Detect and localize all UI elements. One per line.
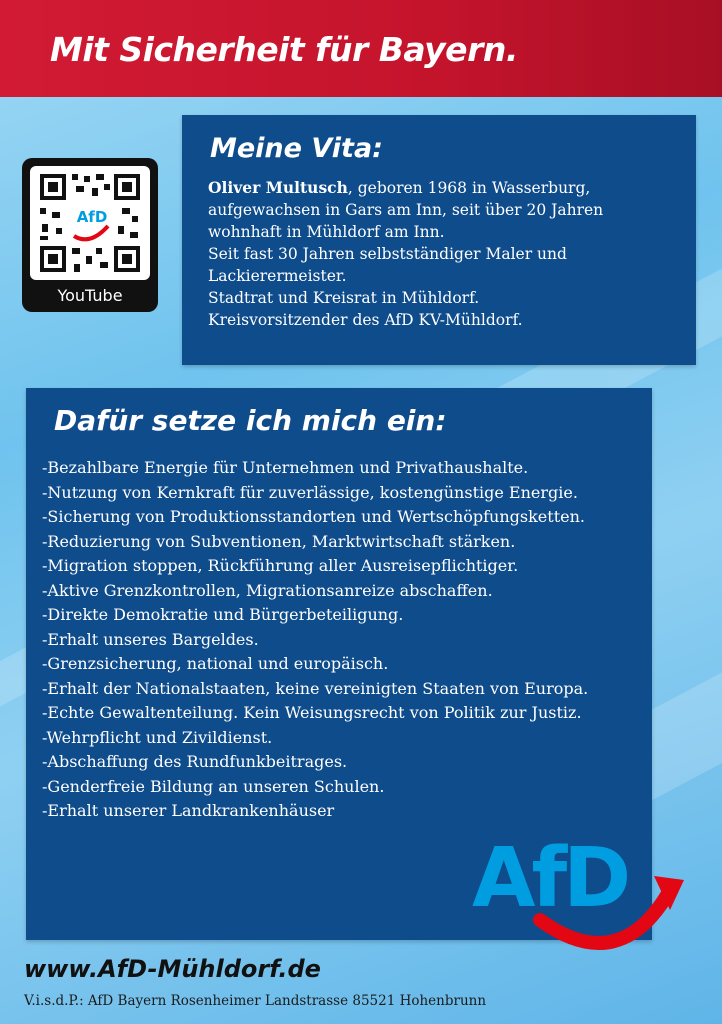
agenda-item: -Direkte Demokratie und Bürgerbeteiligung.: [42, 605, 404, 624]
headline: Mit Sicherheit für Bayern.: [50, 30, 518, 69]
agenda-item: -Aktive Grenzkontrollen, Migrationsanreize abschaffen.: [42, 580, 493, 600]
afd-logo: [470, 828, 686, 958]
website-link[interactable]: www.AfD-Mühldorf.de: [24, 955, 321, 983]
agenda-item: -Erhalt unseres Bargeldes.: [42, 629, 259, 649]
qr-code: [30, 166, 150, 280]
vita-title: Meine Vita:: [210, 133, 383, 164]
agenda-item: -Nutzung von Kernkraft für zuverlässige, kostengünstige Energie.: [42, 482, 578, 502]
vita-line: , geboren 1968 in Wasserburg,: [347, 179, 591, 197]
agenda-item: -Erhalt der Nationalstaaten, keine vereinigten Staaten von Europa.: [42, 678, 589, 698]
svg-text:AfD: AfD: [472, 831, 628, 926]
candidate-name: Oliver Multusch: [208, 178, 348, 197]
vita-line: aufgewachsen in Gars am Inn, seit über 20 Jahren: [208, 201, 604, 219]
agenda-item: -Genderfreie Bildung an unseren Schulen.: [42, 776, 385, 796]
vita-line: Stadtrat und Kreisrat in Mühldorf.: [208, 289, 480, 307]
afd-logo-icon: [470, 828, 686, 958]
agenda-item: -Migration stoppen, Rückführung aller Ausreisepflichtiger.: [42, 556, 519, 575]
vita-line: wohnhaft in Mühldorf am Inn.: [208, 223, 445, 241]
agenda-item: -Abschaffung des Rundfunkbeitrages.: [42, 752, 348, 771]
agenda-item: -Erhalt unserer Landkrankenhäuser: [42, 801, 335, 820]
qr-logo-text: AfD: [76, 208, 108, 226]
vita-panel: [182, 115, 696, 365]
youtube-qr-card[interactable]: [22, 158, 158, 312]
agenda-title: Dafür setze ich mich ein:: [54, 404, 447, 437]
agenda-list: [42, 456, 612, 824]
vita-line: Lackierermeister.: [208, 267, 347, 285]
vita-text: [208, 177, 692, 331]
agenda-item: -Bezahlbare Energie für Unternehmen und Privathaushalte.: [42, 458, 529, 477]
qr-caption: YouTube: [57, 286, 123, 305]
agenda-item: -Grenzsicherung, national und europäisch.: [42, 654, 389, 673]
agenda-item: -Reduzierung von Subventionen, Marktwirtschaft stärken.: [42, 531, 516, 551]
imprint: V.i.s.d.P.: AfD Bayern Rosenheimer Landstrasse 85521 Hohenbrunn: [24, 993, 487, 1009]
agenda-item: -Sicherung von Produktionsstandorten und Wertschöpfungsketten.: [42, 507, 585, 526]
agenda-item: -Echte Gewaltenteilung. Kein Weisungsrecht von Politik zur Justiz.: [42, 703, 582, 722]
header-banner: [0, 0, 722, 97]
vita-line: Seit fast 30 Jahren selbstständiger Maler und: [208, 245, 567, 263]
vita-line: Kreisvorsitzender des AfD KV-Mühldorf.: [208, 311, 523, 329]
agenda-item: -Wehrpflicht und Zivildienst.: [42, 727, 273, 747]
